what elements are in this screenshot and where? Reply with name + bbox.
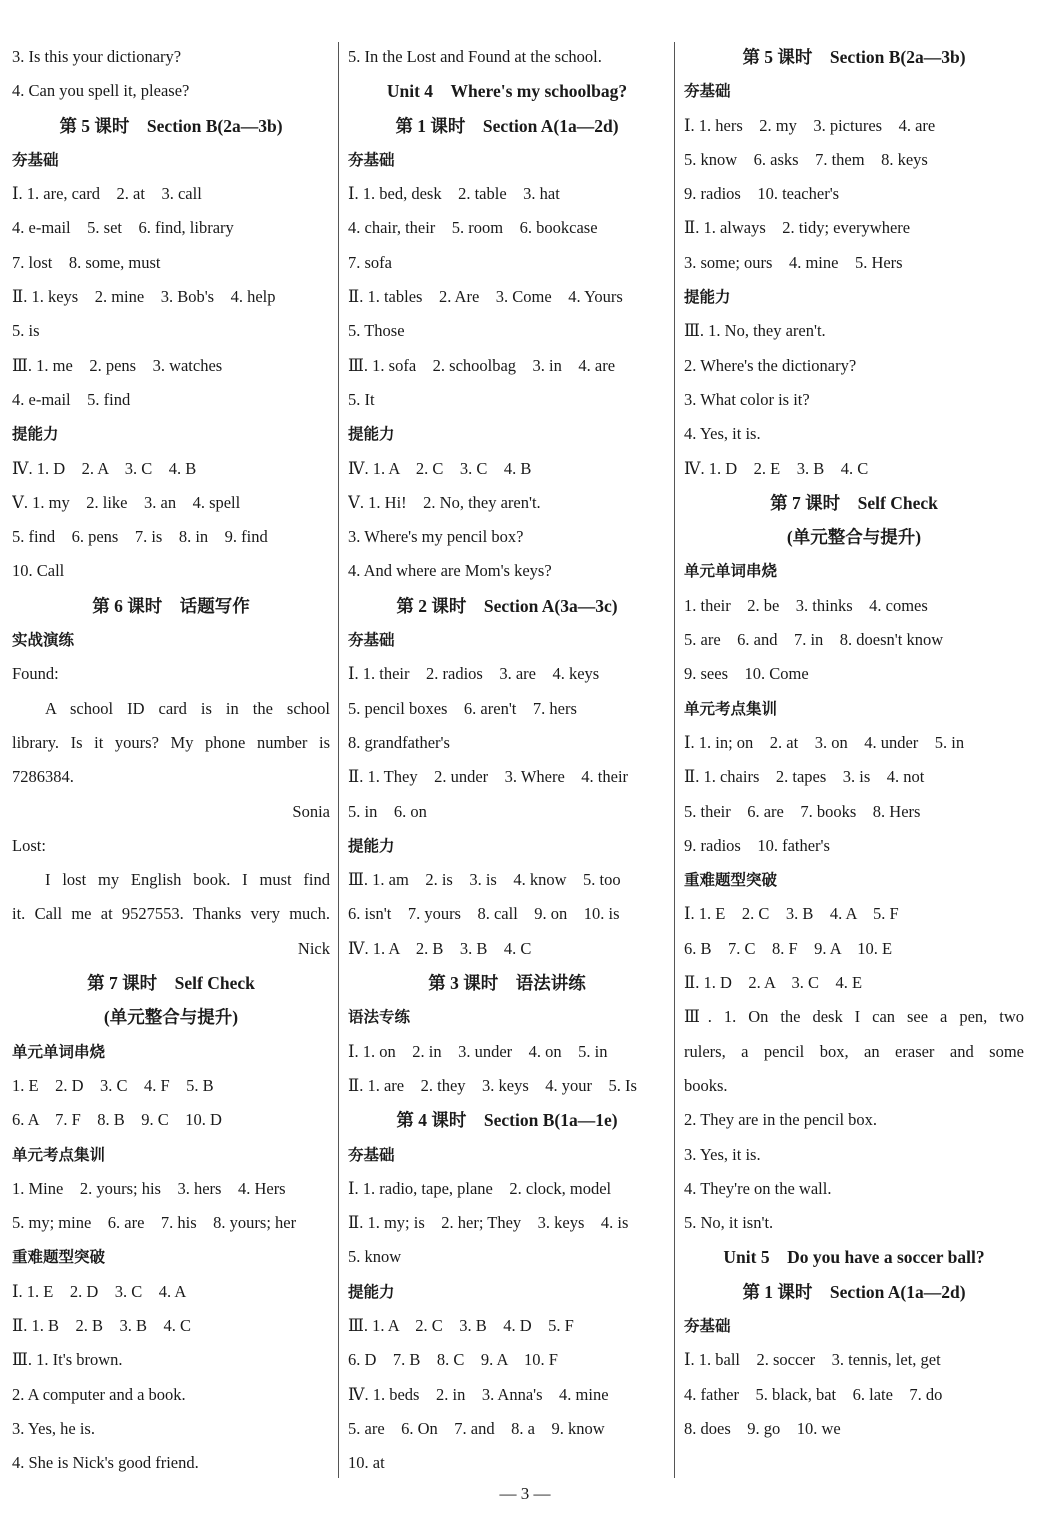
- answer-line: 7. lost 8. some, must: [12, 252, 161, 272]
- subsection-label: 单元考点集训: [12, 1145, 106, 1164]
- answer-line: Ⅲ. 1. A 2. C 3. B 4. D 5. F: [348, 1315, 574, 1335]
- answer-column-left: [12, 40, 330, 1480]
- answer-line: 5. in 6. on: [348, 801, 427, 821]
- answer-line: 6. A 7. F 8. B 9. C 10. D: [12, 1110, 222, 1130]
- answer-line: 5. are 6. On 7. and 8. a 9. know: [348, 1418, 605, 1438]
- answer-line: Ⅲ. 1. No, they aren't.: [684, 321, 826, 341]
- subsection-label: 夯基础: [348, 150, 395, 169]
- answer-line: Ⅳ. 1. beds 2. in 3. Anna's 4. mine: [348, 1384, 609, 1404]
- answer-column-right: [684, 40, 1024, 1446]
- answer-line: 3. Where's my pencil box?: [348, 527, 524, 547]
- answer-line: 2. They are in the pencil box.: [684, 1110, 878, 1130]
- answer-line: 6. isn't 7. yours 8. call 9. on 10. is: [348, 904, 620, 924]
- answer-line: Ⅴ. 1. Hi! 2. No, they aren't.: [348, 492, 541, 512]
- answer-line: A school ID card is in the school: [45, 698, 330, 718]
- answer-line: I lost my English book. I must find: [45, 870, 330, 890]
- subsection-label: 实战演练: [12, 631, 75, 650]
- answer-line: Ⅲ. 1. am 2. is 3. is 4. know 5. too: [348, 870, 621, 890]
- answer-line: Ⅱ. 1. B 2. B 3. B 4. C: [12, 1315, 191, 1335]
- subsection-label: 提能力: [348, 1282, 395, 1301]
- section-heading: 第 5 课时 Section B(2a—3b): [59, 115, 283, 136]
- subsection-label: 语法专练: [348, 1008, 411, 1027]
- answer-line: rulers, a pencil box, an eraser and some: [684, 1041, 1024, 1061]
- answer-line: 5. In the Lost and Found at the school.: [348, 47, 602, 66]
- answer-line: Ⅰ. 1. on 2. in 3. under 4. on 5. in: [348, 1041, 608, 1061]
- answer-column-middle: [348, 40, 666, 1480]
- section-heading: 第 7 课时 Self Check: [87, 973, 255, 994]
- answer-line: 5. It: [348, 389, 375, 409]
- answer-line: Ⅳ. 1. A 2. B 3. B 4. C: [348, 938, 532, 958]
- answer-line: Ⅰ. 1. radio, tape, plane 2. clock, model: [348, 1178, 612, 1198]
- answer-line: 3. Yes, it is.: [684, 1144, 761, 1164]
- answer-line: 3. Yes, he is.: [12, 1418, 95, 1438]
- answer-line: 4. e-mail 5. set 6. find, library: [12, 218, 234, 238]
- answer-line: 9. radios 10. father's: [684, 835, 830, 855]
- answer-line: 7286384.: [12, 767, 74, 787]
- answer-line: Ⅰ. 1. ball 2. soccer 3. tennis, let, get: [684, 1350, 941, 1370]
- answer-line: Lost:: [12, 835, 46, 855]
- answer-line: 3. Is this your dictionary?: [12, 47, 182, 66]
- section-heading: Unit 4 Where's my schoolbag?: [386, 81, 628, 102]
- answer-line: Ⅱ. 1. They 2. under 3. Where 4. their: [348, 767, 629, 787]
- answer-line: Ⅳ. 1. D 2. A 3. C 4. B: [12, 458, 197, 478]
- answer-line: 5. are 6. and 7. in 8. doesn't know: [684, 630, 944, 650]
- answer-line: 5. know: [348, 1247, 402, 1267]
- answer-line: Ⅱ. 1. D 2. A 3. C 4. E: [684, 973, 863, 993]
- answer-line: Ⅲ. 1. sofa 2. schoolbag 3. in 4. are: [348, 355, 616, 375]
- answer-line: Ⅰ. 1. are, card 2. at 3. call: [12, 184, 202, 204]
- subsection-label: 重难题型突破: [12, 1248, 106, 1267]
- subsection-label: 夯基础: [684, 1316, 731, 1335]
- answer-line: Ⅰ. 1. E 2. C 3. B 4. A 5. F: [684, 904, 899, 924]
- answer-line: Ⅲ. 1. me 2. pens 3. watches: [12, 355, 223, 375]
- answer-line: Ⅰ. 1. hers 2. my 3. pictures 4. are: [684, 115, 936, 135]
- answer-line: Ⅰ. 1. their 2. radios 3. are 4. keys: [348, 664, 600, 684]
- answer-line: Ⅴ. 1. my 2. like 3. an 4. spell: [12, 492, 241, 512]
- answer-line: 2. A computer and a book.: [12, 1384, 186, 1404]
- answer-line: 3. some; ours 4. mine 5. Hers: [684, 252, 903, 272]
- answer-line: 5. my; mine 6. are 7. his 8. yours; her: [12, 1213, 297, 1233]
- answer-line: 1. Mine 2. yours; his 3. hers 4. Hers: [12, 1178, 286, 1198]
- answer-line: Ⅰ. 1. in; on 2. at 3. on 4. under 5. in: [684, 732, 965, 752]
- answer-line: 5. find 6. pens 7. is 8. in 9. find: [12, 527, 268, 547]
- answer-line: 4. Can you spell it, please?: [12, 81, 190, 101]
- answer-line: Sonia: [292, 801, 330, 821]
- answer-line: 6. B 7. C 8. F 9. A 10. E: [684, 938, 893, 958]
- answer-line: Ⅱ. 1. tables 2. Are 3. Come 4. Yours: [348, 287, 623, 307]
- page-number: — 3 —: [499, 1484, 551, 1503]
- subsection-label: 单元单词串烧: [12, 1042, 106, 1061]
- answer-line: 4. e-mail 5. find: [12, 389, 131, 409]
- answer-line: 8. does 9. go 10. we: [684, 1418, 841, 1438]
- answer-line: Ⅲ. 1. On the desk I can see a pen, two: [684, 1007, 1024, 1027]
- section-heading: 第 4 课时 Section B(1a—1e): [396, 1110, 618, 1131]
- answer-line: 4. father 5. black, bat 6. late 7. do: [684, 1384, 943, 1404]
- subsection-label: 单元考点集训: [684, 699, 778, 718]
- subsection-label: 提能力: [684, 288, 731, 307]
- subsection-label: 提能力: [348, 425, 395, 444]
- section-heading: 第 2 课时 Section A(3a—3c): [396, 595, 618, 616]
- answer-line: 5. their 6. are 7. books 8. Hers: [684, 801, 921, 821]
- section-heading: 第 1 课时 Section A(1a—2d): [395, 115, 619, 136]
- answer-line: 4. chair, their 5. room 6. bookcase: [348, 218, 598, 238]
- section-heading: Unit 5 Do you have a soccer ball?: [723, 1247, 985, 1268]
- answer-line: Ⅱ. 1. are 2. they 3. keys 4. your 5. Is: [348, 1075, 637, 1095]
- column-divider: [338, 42, 339, 1478]
- section-heading: (单元整合与提升): [786, 527, 922, 548]
- subsection-label: 单元单词串烧: [684, 562, 778, 581]
- section-heading: 第 5 课时 Section B(2a—3b): [742, 47, 966, 67]
- answer-line: Ⅱ. 1. keys 2. mine 3. Bob's 4. help: [12, 287, 276, 307]
- answer-line: Ⅳ. 1. A 2. C 3. C 4. B: [348, 458, 532, 478]
- column-divider: [674, 42, 675, 1478]
- answer-line: Ⅳ. 1. D 2. E 3. B 4. C: [684, 458, 869, 478]
- answer-line: 4. And where are Mom's keys?: [348, 561, 552, 581]
- answer-line: 1. E 2. D 3. C 4. F 5. B: [12, 1075, 214, 1095]
- answer-line: 8. grandfather's: [348, 732, 450, 752]
- answer-line: 10. at: [348, 1453, 385, 1473]
- answer-line: 1. their 2. be 3. thinks 4. comes: [684, 595, 928, 615]
- answer-line: 4. She is Nick's good friend.: [12, 1453, 199, 1473]
- answer-line: 3. What color is it?: [684, 389, 810, 409]
- answer-line: Ⅰ. 1. bed, desk 2. table 3. hat: [348, 184, 560, 204]
- answer-line: 5. is: [12, 321, 40, 341]
- answer-line: Ⅱ. 1. chairs 2. tapes 3. is 4. not: [684, 767, 925, 787]
- answer-line: it. Call me at 9527553. Thanks very much.: [12, 904, 330, 924]
- answer-line: Ⅲ. 1. It's brown.: [12, 1350, 123, 1370]
- answer-line: 5. No, it isn't.: [684, 1213, 774, 1233]
- section-heading: 第 6 课时 话题写作: [92, 595, 250, 616]
- subsection-label: 重难题型突破: [684, 871, 778, 890]
- answer-line: books.: [684, 1075, 728, 1095]
- answer-line: 4. Yes, it is.: [684, 424, 761, 444]
- answer-line: Nick: [297, 938, 330, 958]
- section-heading: 第 7 课时 Self Check: [770, 492, 938, 513]
- section-heading: (单元整合与提升): [103, 1007, 239, 1028]
- subsection-label: 夯基础: [12, 150, 59, 169]
- answer-line: library. Is it yours? My phone number is: [12, 732, 330, 752]
- answer-line: Ⅱ. 1. always 2. tidy; everywhere: [684, 218, 911, 238]
- subsection-label: 提能力: [348, 836, 395, 855]
- answer-line: Found:: [12, 664, 59, 684]
- answer-line: 5. know 6. asks 7. them 8. keys: [684, 149, 928, 169]
- section-heading: 第 1 课时 Section A(1a—2d): [742, 1281, 966, 1302]
- answer-line: 5. pencil boxes 6. aren't 7. hers: [348, 698, 577, 718]
- answer-line: 5. Those: [348, 321, 405, 341]
- answer-line: 6. D 7. B 8. C 9. A 10. F: [348, 1350, 558, 1370]
- answer-line: 9. sees 10. Come: [684, 664, 809, 684]
- section-heading: 第 3 课时 语法讲练: [428, 973, 586, 994]
- subsection-label: 提能力: [12, 425, 59, 444]
- answer-line: 4. They're on the wall.: [684, 1178, 832, 1198]
- answer-line: Ⅱ. 1. my; is 2. her; They 3. keys 4. is: [348, 1213, 629, 1233]
- subsection-label: 夯基础: [684, 82, 731, 101]
- answer-line: 2. Where's the dictionary?: [684, 355, 857, 375]
- answer-line: 9. radios 10. teacher's: [684, 184, 840, 204]
- subsection-label: 夯基础: [348, 1145, 395, 1164]
- answer-line: 7. sofa: [348, 252, 392, 272]
- subsection-label: 夯基础: [348, 631, 395, 650]
- answer-line: 10. Call: [12, 561, 65, 581]
- answer-line: Ⅰ. 1. E 2. D 3. C 4. A: [12, 1281, 187, 1301]
